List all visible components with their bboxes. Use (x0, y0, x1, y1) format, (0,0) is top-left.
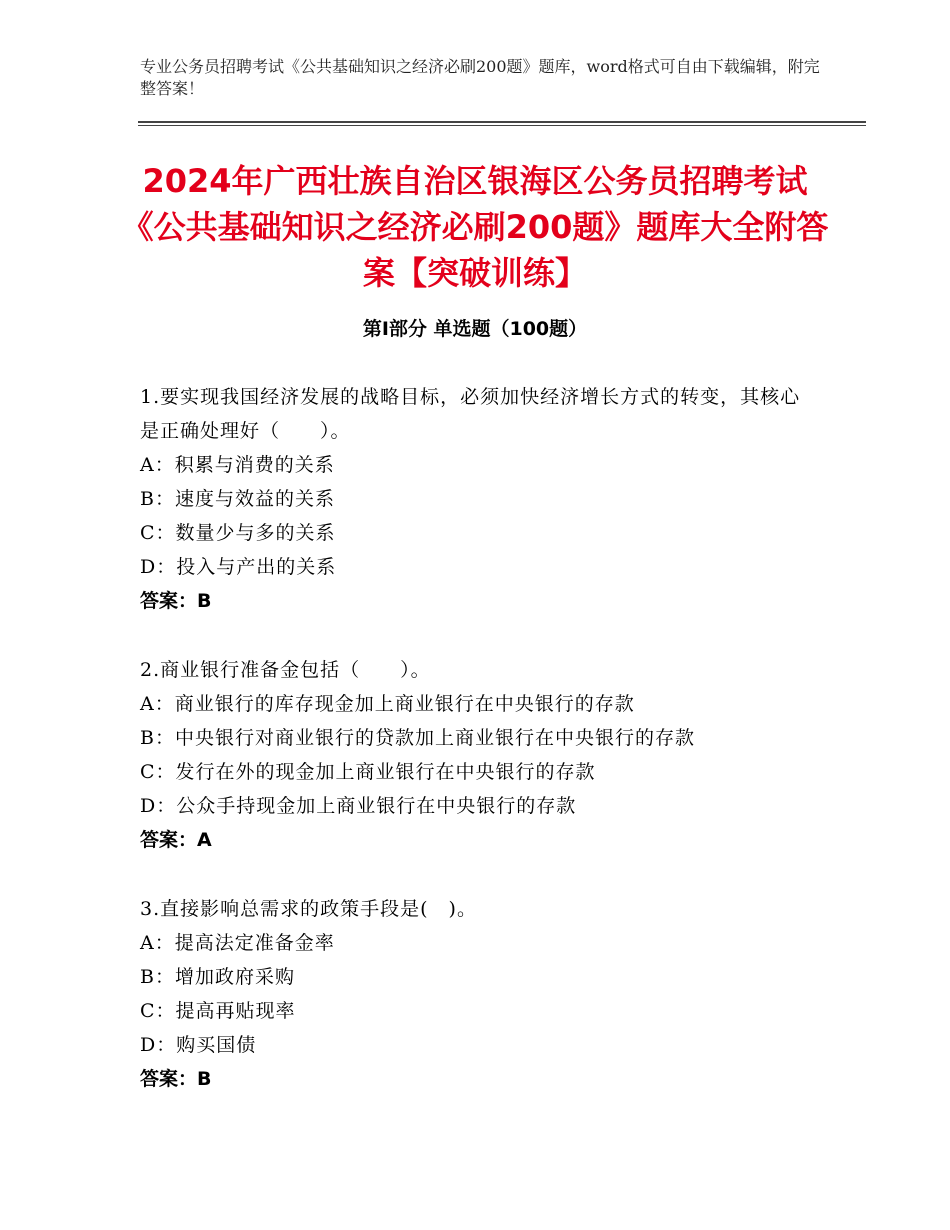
header-note: 专业公务员招聘考试《公共基础知识之经济必刷200题》题库，word格式可自由下载编辑，附完整答案！ (140, 57, 820, 98)
question-stem: 1.要实现我国经济发展的战略目标，必须加快经济增长方式的转变，其核心是正确处理好（ ）。 (140, 386, 801, 442)
option-a: A：积累与消费的关系 (140, 454, 335, 476)
question-3 (140, 892, 820, 1096)
option-c: C：数量少与多的关系 (140, 522, 336, 544)
header-divider-thin (138, 125, 866, 126)
option-d: D：购买国债 (140, 1034, 257, 1056)
section-heading: 第Ⅰ部分 单选题（100题） (362, 318, 588, 340)
answer-line: 答案：B (140, 1068, 212, 1090)
document-title: 2024年广西壮族自治区银海区公务员招聘考试《公共基础知识之经济必刷200题》题库大全附答案【突破训练】 (121, 162, 829, 292)
option-d: D：投入与产出的关系 (140, 556, 337, 578)
answer-line: 答案：B (140, 590, 212, 612)
question-2 (140, 653, 820, 857)
option-b: B：中央银行对商业银行的贷款加上商业银行在中央银行的存款 (140, 727, 695, 749)
option-d: D：公众手持现金加上商业银行在中央银行的存款 (140, 795, 577, 817)
option-c: C：提高再贴现率 (140, 1000, 296, 1022)
option-a: A：商业银行的库存现金加上商业银行在中央银行的存款 (140, 693, 635, 715)
question-stem: 3.直接影响总需求的政策手段是( )。 (140, 898, 477, 920)
question-stem: 2.商业银行准备金包括（ ）。 (140, 659, 431, 681)
option-c: C：发行在外的现金加上商业银行在中央银行的存款 (140, 761, 596, 783)
option-b: B：增加政府采购 (140, 966, 295, 988)
answer-line: 答案：A (140, 829, 212, 851)
option-a: A：提高法定准备金率 (140, 932, 335, 954)
option-b: B：速度与效益的关系 (140, 488, 335, 510)
header-divider-thick (138, 121, 866, 123)
question-1 (140, 380, 820, 618)
